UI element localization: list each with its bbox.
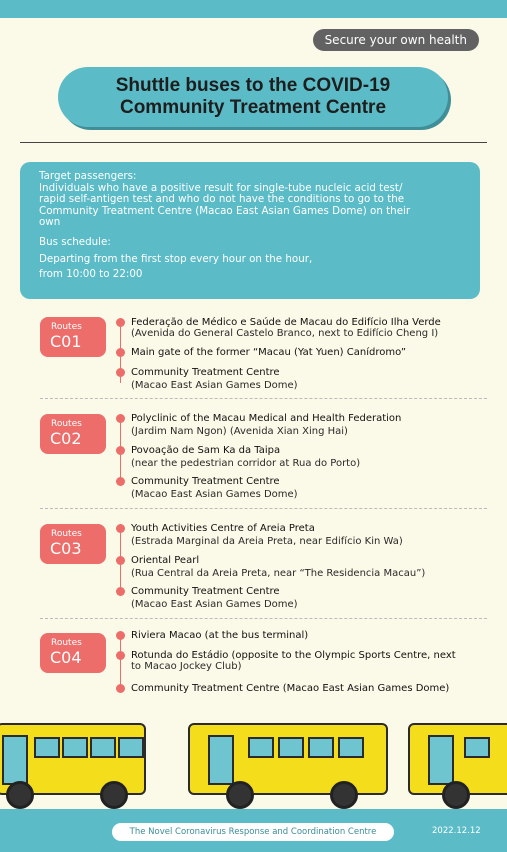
stop-c01-3: Community Treatment Centre (Macao East Asian Games Dome): [131, 367, 298, 391]
stop-c01-1: Federação de Médico e Saúde de Macau do Edifício Ilha Verde (Avenida do General Castelo Branco, next to Edifício Cheng I): [131, 317, 441, 339]
bus-window: [118, 737, 144, 758]
bus-wheel: [330, 781, 358, 809]
stop-c04-1: Riviera Macao (at the bus terminal): [131, 630, 309, 641]
page-title: [58, 67, 448, 127]
stop-c03-1: Youth Activities Centre of Areia Preta (Estrada Marginal da Areia Preta, near Edifício Kin Wa): [131, 523, 403, 547]
stop-marker: [116, 684, 125, 693]
route-code: C03: [50, 539, 82, 558]
bus-wheel: [226, 781, 254, 809]
route-code: C01: [50, 332, 82, 351]
stop-c03-3: Community Treatment Centre (Macao East Asian Games Dome): [131, 586, 298, 610]
stop-marker: [116, 651, 125, 660]
stop-marker: [116, 631, 125, 640]
top-banner-bar: [0, 0, 507, 18]
route-badge-c02: [40, 414, 106, 454]
route-separator: [40, 618, 487, 619]
stop-c04-2: Rotunda do Estádio (opposite to the Olympic Sports Centre, next to Macao Jockey Club): [131, 650, 456, 672]
bus-door: [208, 735, 234, 785]
bus-window: [308, 737, 334, 758]
route-code: C04: [50, 648, 82, 667]
footer-date: 2022.12.12: [432, 826, 481, 836]
tagline-badge: Secure your own health: [313, 29, 479, 51]
stop-c01-2: Main gate of the former “Macau (Yat Yuen) Canídromo”: [131, 347, 407, 358]
route-label: Routes: [51, 322, 82, 332]
stop-c02-3: Community Treatment Centre (Macao East Asian Games Dome): [131, 476, 298, 500]
route-badge-c03: [40, 524, 106, 564]
footer-organization: The Novel Coronavirus Response and Coordination Centre: [112, 823, 394, 841]
bus-wheel: [6, 781, 34, 809]
bus-window: [248, 737, 274, 758]
title-line-2: Community Treatment Centre: [119, 97, 387, 118]
stop-marker: [116, 348, 125, 357]
bus-window: [34, 737, 60, 758]
route-separator: [40, 398, 487, 399]
stop-marker: [116, 587, 125, 596]
bus-door: [428, 735, 454, 785]
bus-window: [90, 737, 116, 758]
stop-marker: [116, 446, 125, 455]
route-badge-c01: [40, 317, 106, 357]
bus-wheel: [100, 781, 128, 809]
bus-window: [278, 737, 304, 758]
bus-door: [2, 735, 28, 785]
target-line: Community Treatment Centre (Macao East Asian Games Dome) on their: [39, 204, 411, 217]
target-line: rapid self-antigen test and who do not have the conditions to go to the: [39, 193, 405, 205]
stop-c02-1: Polyclinic of the Macau Medical and Health Federation (Jardim Nam Ngon) (Avenida Xian Xing Hai): [131, 413, 402, 437]
target-line: Individuals who have a positive result for single-tube nucleic acid test/: [39, 181, 403, 194]
stop-marker: [116, 318, 125, 327]
stop-c04-3: Community Treatment Centre (Macao East Asian Games Dome): [131, 683, 450, 694]
route-label: Routes: [51, 638, 82, 648]
info-panel: [20, 162, 480, 299]
target-line: own: [39, 216, 61, 228]
route-label: Routes: [51, 419, 82, 429]
route-separator: [40, 508, 487, 509]
route-code: C02: [50, 429, 82, 448]
stop-marker: [116, 556, 125, 565]
stop-marker: [116, 477, 125, 486]
route-label: Routes: [51, 529, 82, 539]
title-line-1: Shuttle buses to the COVID-19: [115, 75, 391, 96]
stop-marker: [116, 368, 125, 377]
bus-window: [464, 737, 490, 758]
bus-window: [338, 737, 364, 758]
bus-wheel: [442, 781, 470, 809]
schedule-line: from 10:00 to 22:00: [39, 268, 143, 280]
stop-c03-2: Oriental Pearl (Rua Central da Areia Preta, near “The Residencia Macau”): [131, 555, 426, 579]
target-heading: Target passengers:: [39, 170, 137, 182]
schedule-heading: Bus schedule:: [39, 235, 111, 248]
route-line: [120, 636, 121, 688]
stop-c02-2: Povoação de Sam Ka da Taipa (near the pedestrian corridor at Rua do Porto): [131, 445, 361, 469]
schedule-line: Departing from the first stop every hour on the hour,: [39, 253, 313, 265]
route-badge-c04: [40, 633, 106, 673]
stop-marker: [116, 414, 125, 423]
divider: [20, 142, 487, 143]
bus-window: [62, 737, 88, 758]
stop-marker: [116, 524, 125, 533]
bus-illustration: [188, 723, 388, 795]
